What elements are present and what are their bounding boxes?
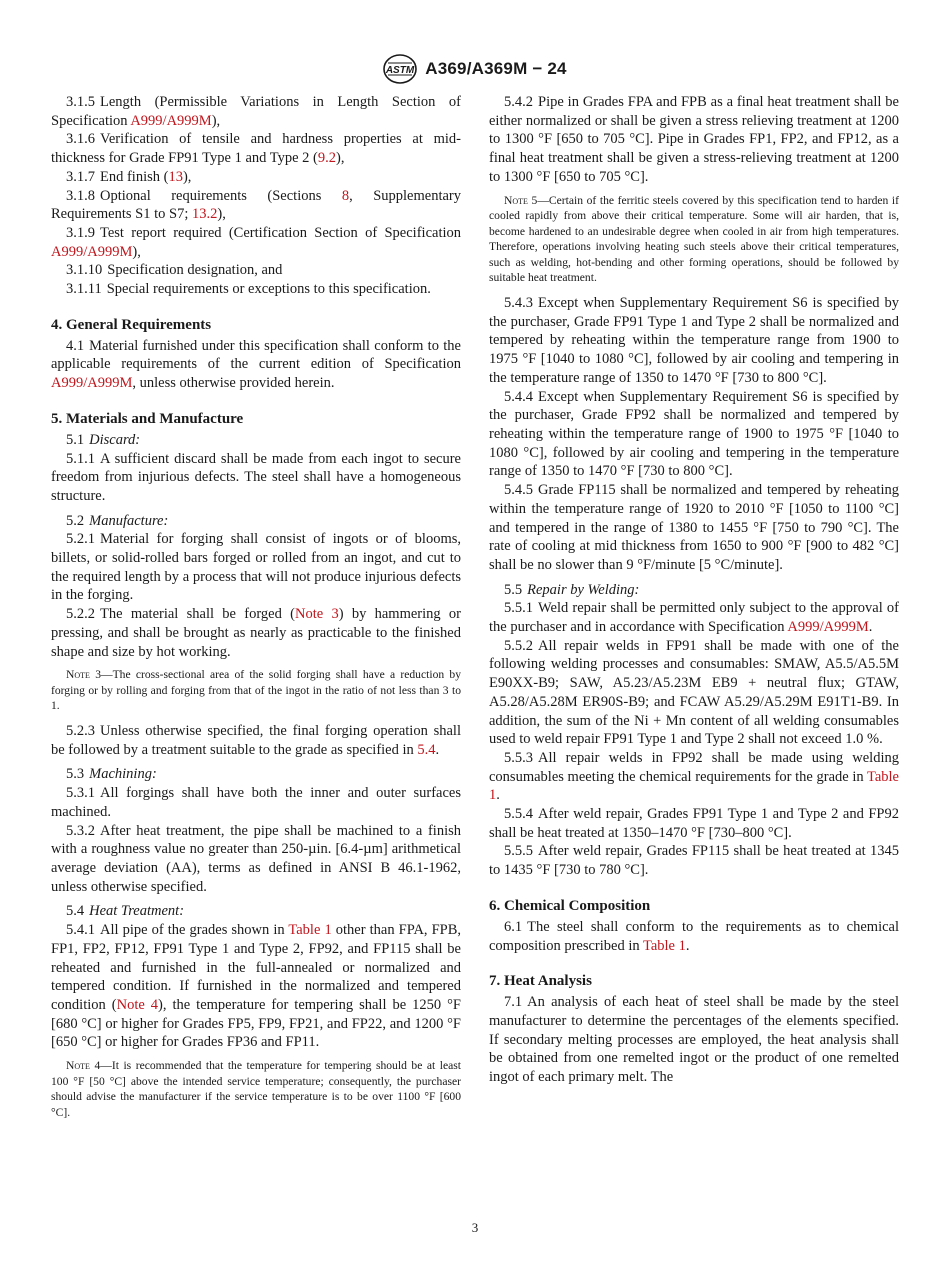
- paragraph-5-5-5: 5.5.5 After weld repair, Grades FP115 shall be heat treated at 1345 to 1435 °F [730 to 780 °C].: [489, 843, 899, 879]
- ref-link[interactable]: A999/A999M: [130, 112, 212, 129]
- paragraph-5-2-2: 5.2.2 The material shall be forged (Note 3) by hammering or pressing, and shall be brought as nearly as practicable to the finished shape and size by hot working.: [51, 606, 462, 660]
- note-5: Note 5—Certain of the ferritic steels covered by this specification tend to harden if cooled rapidly from above their critical temperature. Some will air harden, that is, become hardened to an undesirable degree when cooled in air from high temperatures. Therefore, operations involving heating such steels above their critical temperatures, such as welding, hot-bending and other forming operations, should be followed by suitable heat treatment.: [489, 193, 899, 285]
- ref-link[interactable]: A999/A999M: [51, 375, 133, 392]
- page-header: [0, 54, 950, 84]
- paragraph-5-4-4: 5.4.4 Except when Supplementary Requirement S6 is specified by the purchaser, Grade FP92 shall be normalized and tempered by reheating within the temperature range of 1900 to 1975 °F [1040 to 1080 °C], followed by air cooling and tempering in the temperature range of 1350 to 1470 °F [730 to 800 °C].: [489, 388, 899, 480]
- ref-link[interactable]: Table 1: [489, 768, 899, 804]
- paragraph-5-4-2: 5.4.2 Pipe in Grades FPA and FPB as a final heat treatment shall be either normalized or shall be given a stress relieving treatment at 1200 to 1300 °F [650 to 705 °C]. Pipe in Grades FP1, FP2, and FP12, as a final heat treatment shall be given a stress-relieving treatment at 1200 to 1300 °F [650 to 705 °C].: [489, 94, 899, 185]
- ref-link[interactable]: Note 4: [116, 996, 159, 1013]
- astm-logo: [383, 54, 417, 84]
- paragraph-5-5-1: 5.5.1 Weld repair shall be permitted only subject to the approval of the purchaser and in accordance with Specification A999/A999M.: [489, 600, 899, 636]
- paragraph-7-1: 7.1 An analysis of each heat of steel shall be made by the steel manufacturer to determine the percentages of the elements specified. If secondary melting processes are employed, the heat analysis shall be obtained from one remelted ingot or the product of one remelted ingot of each primary melt. The: [489, 994, 899, 1086]
- paragraph-5-3-1: 5.3.1 All forgings shall have both the inner and outer surfaces machined.: [51, 785, 461, 820]
- paragraph-5-4: 5.4 Heat Treatment:: [66, 903, 185, 920]
- ref-link[interactable]: 13: [168, 168, 183, 185]
- paragraph-5-4-5: 5.4.5 Grade FP115 shall be normalized and tempered by reheating within the temperature range of 1920 to 2010 °F [1050 to 1100 °C] and tempered in the range of 1380 to 1455 °F [750 to 790 °C]. The rate of cooling at mid thickness from 1650 to 900 °F [900 to 482 °C] shall be no slower than 9 °F/minute [5 °C/minute].: [489, 482, 899, 573]
- paragraph-5-1: 5.1 Discard:: [66, 431, 141, 448]
- designation-title: A369/A369M − 24: [425, 59, 567, 78]
- paragraph-5-5-2: 5.5.2 All repair welds in FP91 shall be made with one of the following welding processes and consumables: SMAW, A5.5/A5.5M E90XX-B9; SAW, A5.23/A5.23M EB9 + neutral flux; GTAW, A5.28/A5.28M ER90S-B9; and FCAW A5.29/A5.29M E91T1-B9. In addition, the sum of the Ni + Mn content of all welding consumables used to weld repair FP91 Type 1 and Type 2 shall not exceed 1.0 %.: [489, 637, 899, 748]
- paragraph-5-3: 5.3 Machining:: [66, 766, 157, 783]
- ref-link[interactable]: A999/A999M: [787, 619, 869, 636]
- ref-link[interactable]: A999/A999M: [51, 243, 133, 260]
- paragraph-5-4-3: 5.4.3 Except when Supplementary Requirement S6 is specified by the purchaser, Grade FP91 Type 1 and Type 2 shall be normalized and tempered by reheating within the temperature range from 1900 to 1975 °F [1040 to 1080 °C], followed by air cooling and tempering in the temperature range of 1350 to 1470 °F [730 to 800 °C].: [489, 295, 899, 386]
- paragraph-5-2-1: 5.2.1 Material for forging shall consist of ingots or of blooms, billets, or solid-rolled bars forged or rolled from an ingot, and cut to the required length by a process that will not produce injurious defects in the forging.: [51, 531, 461, 604]
- section-heading-7: 7. Heat Analysis: [489, 973, 592, 990]
- right-column: [489, 93, 899, 1087]
- paragraph-3-1-5: 3.1.5 Length (Permissible Variations in Length Section of Specification A999/A999M),: [51, 94, 461, 129]
- ref-link[interactable]: Table 1: [642, 937, 686, 954]
- ref-link[interactable]: Note 3: [294, 606, 339, 623]
- svg-text:ASTM: ASTM: [386, 65, 415, 76]
- paragraph-5-1-1: 5.1.1 A sufficient discard shall be made from each ingot to secure freedom from injurious defects. The steel shall have a homogeneous structure.: [51, 450, 461, 504]
- paragraph-5-2-3: 5.2.3 Unless otherwise specified, the final forging operation shall be followed by a treatment suitable to the grade as specified in 5.4.: [51, 723, 461, 758]
- left-column: [51, 93, 461, 1128]
- section-heading-4: 4. General Requirements: [51, 316, 212, 333]
- ref-link[interactable]: 5.4: [417, 741, 436, 758]
- paragraph-5-4-1: 5.4.1 All pipe of the grades shown in Table 1 other than FPA, FPB, FP1, FP2, FP12, FP91 Type 1 and Type 2, FP92, and FP115 shall be reheated and furnished in the full-annealed or normalized and tempered condition. If furnished in the normalized and tempered condition (Note 4), the temperature for tempering shall be 1250 °F [680 °C] or higher for Grades FP5, FP9, FP21, and FP22, and 1200 °F [650 °C] or higher for Grades FP36 and FP11.: [51, 922, 462, 1051]
- paragraph-3-1-10: 3.1.10 Specification designation, and: [66, 262, 283, 279]
- ref-link[interactable]: 8: [341, 187, 350, 204]
- paragraph-5-5: 5.5 Repair by Welding:: [504, 581, 640, 598]
- note-3: Note 3—The cross-sectional area of the solid forging shall have a reduction by forging or by rolling and forging from that of the ingot in the ratio of not less than 3 to 1.: [51, 668, 461, 713]
- page-number: 3: [471, 1220, 479, 1235]
- paragraph-6-1: 6.1 The steel shall conform to the requirements as to chemical composition prescribed in Table 1.: [489, 918, 899, 954]
- section-heading-5: 5. Materials and Manufacture: [51, 410, 244, 427]
- note-4: Note 4—It is recommended that the temperature for tempering should be at least 100 °F [50 °C] above the intended service temperature; consequently, the purchaser should advise the manufacturer if the service temperature is to be over 1100 °F [600 °C].: [51, 1059, 461, 1119]
- paragraph-3-1-11: 3.1.11 Special requirements or exceptions to this specification.: [66, 281, 431, 298]
- ref-link[interactable]: 13.2: [191, 206, 218, 223]
- paragraph-5-5-4: 5.5.4 After weld repair, Grades FP91 Type 1 and Type 2 and FP92 shall be heat treated at 1350–1470 °F [730–800 °C].: [489, 806, 899, 841]
- paragraph-3-1-9: 3.1.9 Test report required (Certification Section of Specification A999/A999M),: [51, 224, 461, 260]
- ref-link[interactable]: 9.2: [317, 150, 336, 167]
- paragraph-5-3-2: 5.3.2 After heat treatment, the pipe shall be machined to a finish with a roughness value no greater than 250-µin. [6.4-µm] arithmetical average deviation (AA), terms as defined in ANSI B 46.1-1962, unless otherwise specified.: [51, 822, 461, 895]
- paragraph-5-2: 5.2 Manufacture:: [66, 512, 169, 529]
- paragraph-3-1-8: 3.1.8 Optional requirements (Sections 8, Supplementary Requirements S1 to S7; 13.2),: [51, 187, 461, 223]
- paragraph-3-1-7: 3.1.7 End finish (13),: [66, 168, 192, 185]
- paragraph-3-1-6: 3.1.6 Verification of tensile and hardness properties at mid-thickness for Grade FP91 Type 1 and Type 2 (9.2),: [51, 131, 461, 167]
- ref-link[interactable]: Table 1: [288, 922, 332, 939]
- paragraph-4-1: 4.1 Material furnished under this specification shall conform to the applicable requirements of the current edition of Specification A999/A999M, unless otherwise provided herein.: [51, 337, 461, 392]
- paragraph-5-5-3: 5.5.3 All repair welds in FP92 shall be made using welding consumables meeting the chemical requirements for the grade in Table 1.: [489, 749, 899, 804]
- section-heading-6: 6. Chemical Composition: [489, 897, 651, 914]
